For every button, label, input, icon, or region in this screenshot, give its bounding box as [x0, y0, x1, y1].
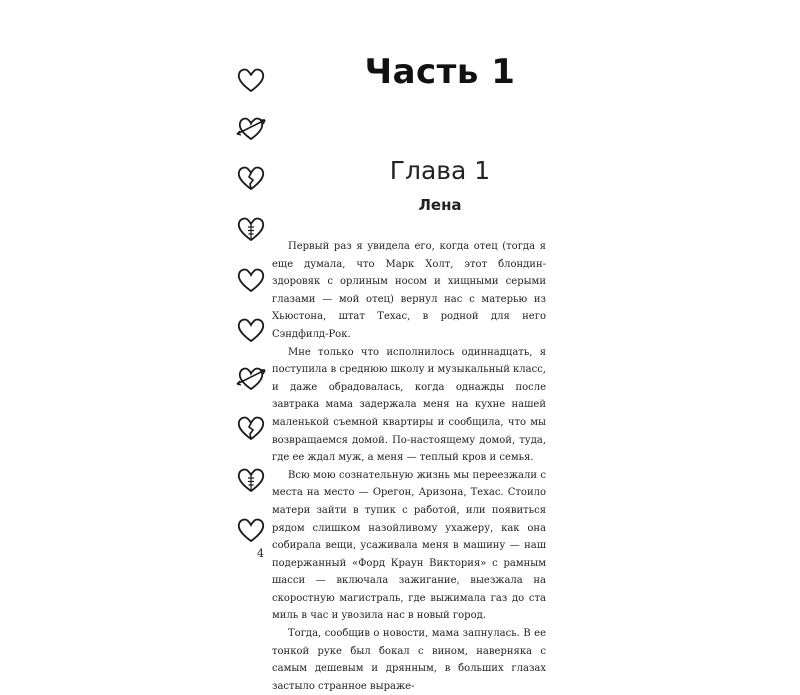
paragraph: Мне только что исполнилось одиннадцать, я поступила в среднюю школу и музыкальный класс, и даже обрадовалась, когда однажды после завтрака мама задержала меня на кухне нашей маленькой съемной квартиры и сообщила, что мы возвращаемся домой. По-настоящему домой, туда, где ее ждал муж, а меня — теплый кров и семья.: [272, 346, 546, 464]
heart-arrow-icon: [236, 364, 266, 392]
heart-stitched-icon: [236, 215, 266, 243]
heart-outline-icon: [236, 266, 266, 294]
part-title: Часть 1: [364, 52, 516, 92]
chapter-body: [272, 238, 546, 695]
heart-broken-icon: [236, 164, 266, 192]
heart-outline-icon: [236, 316, 266, 344]
paragraph: Первый раз я увидела его, когда отец (тогда я еще думала, что Марк Холт, этот блондин-здоровяк с орлиным носом и хищными серыми глазами — мой отец) вернул нас с матерью из Хьюстона, штат Техас, в родной для него Сэндфилд-Рок.: [272, 241, 546, 340]
heart-outline-icon: [236, 516, 266, 544]
paragraph: Тогда, сообщив о новости, мама запнулась. В ее тонкой руке был бокал с вином, наверняка с самым дешевым и дрянным, в больших глазах застыло странное выраже-: [272, 628, 546, 692]
heart-arrow-icon: [236, 114, 266, 142]
heart-stitched-icon: [236, 466, 266, 494]
heart-outline-icon: [236, 66, 266, 94]
chapter-title: Глава 1: [389, 156, 491, 185]
page-number: 4: [257, 547, 264, 560]
heart-broken-icon: [236, 414, 266, 442]
paragraph: Всю мою сознательную жизнь мы переезжали с места на место — Орегон, Аризона, Техас. Стоило матери зайти в тупик с работой, или появиться рядом слишком назойливому ухажеру, как она собирала вещи, усаживала меня в машину — наш подержанный «Форд Краун Виктория» с рамным шасси — включала зажигание, выезжала на скоростную магистраль, где выжимала газ до ста миль в час и увозила нас в новый город.: [272, 469, 546, 622]
chapter-subtitle: Лена: [418, 196, 462, 214]
